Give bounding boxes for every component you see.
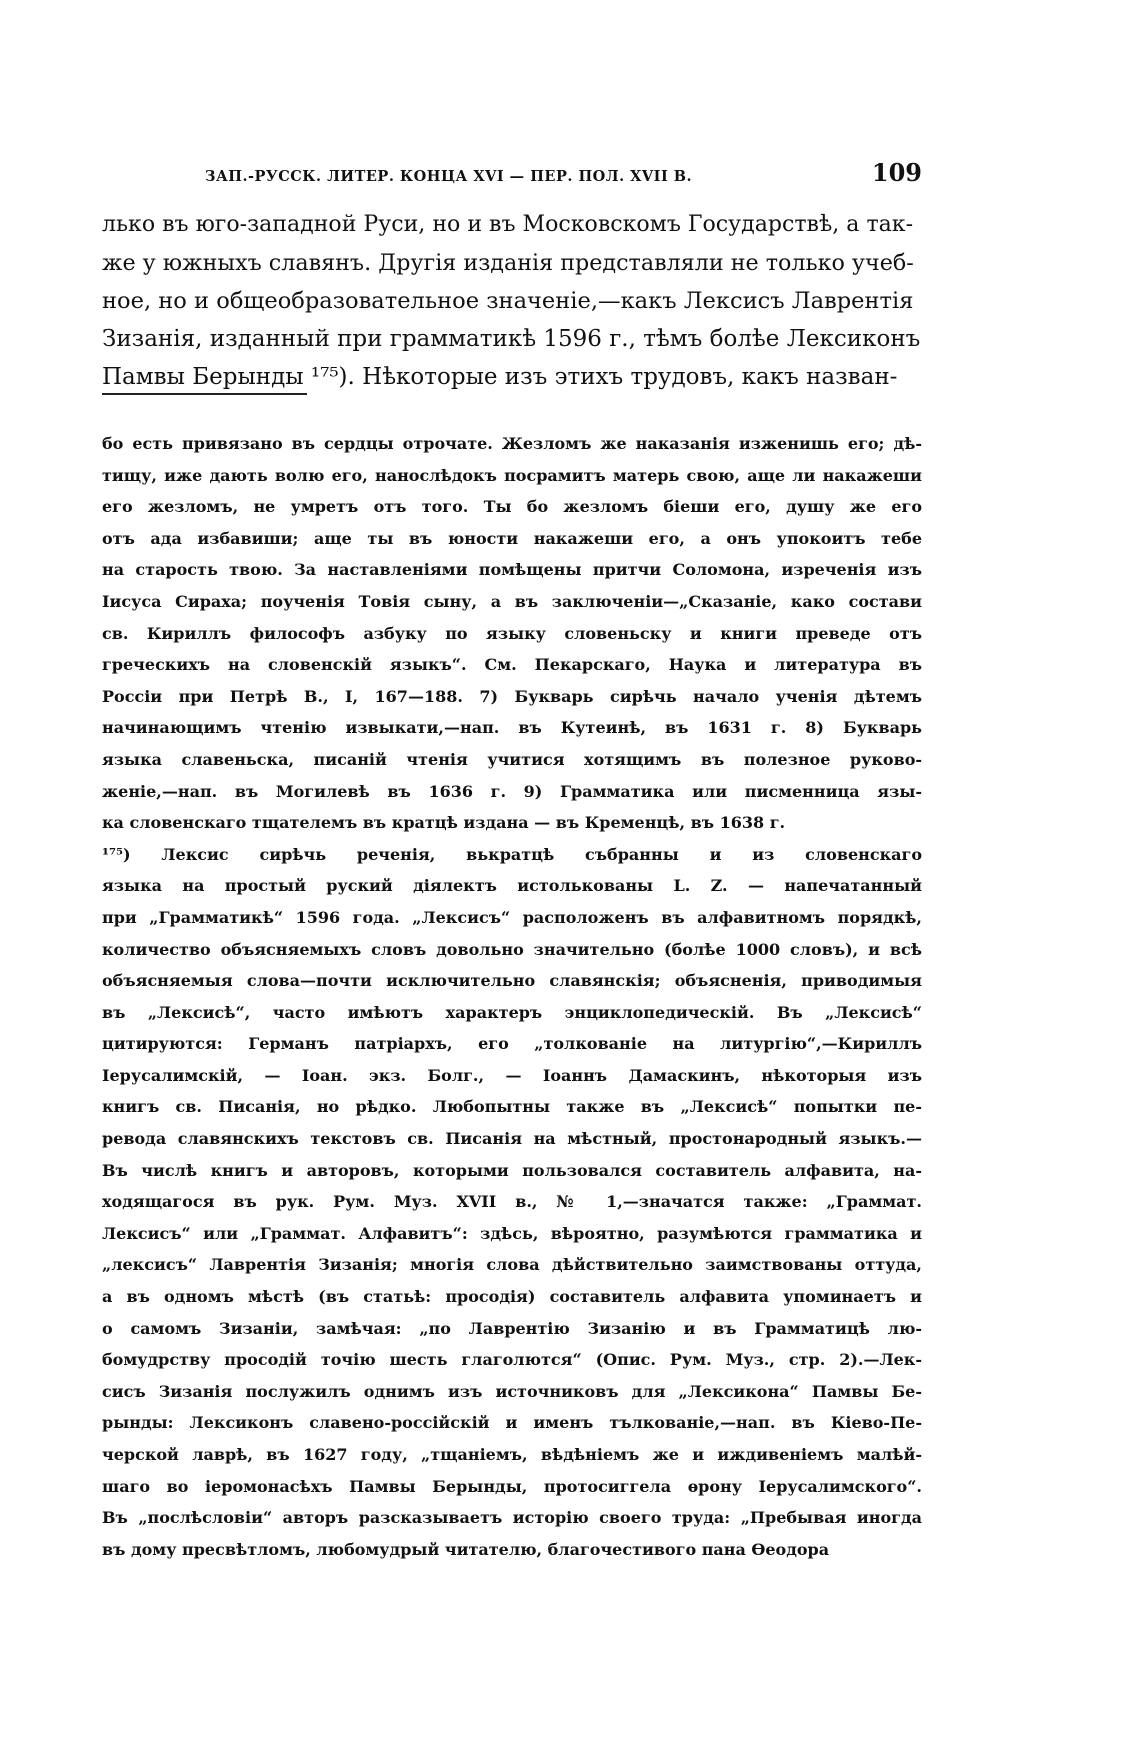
footnote-line: въ „Лексисѣ“, часто имѣютъ характеръ энциклопедическій. Въ „Лексисѣ“ (102, 1002, 922, 1022)
footnote-line: Россіи при Петрѣ В., I, 167—188. 7) Букварь сирѣчь начало ученія дѣтемъ (102, 686, 922, 706)
footnote-line: греческихъ на словенскій языкъ“. См. Пекарскаго, Наука и литература въ (102, 655, 922, 675)
footnote-line: „лексисъ“ Лаврентія Зизанія; многія слова дѣйствительно заимствованы оттуда, (102, 1255, 922, 1275)
footnote-line: Въ числѣ книгъ и авторовъ, которыми пользовался составитель алфавита, на- (102, 1160, 922, 1180)
footnotes (102, 428, 922, 1565)
footnote-line: языка славеньска, писаній чтенія учитися хотящимъ въ полезное руково- (102, 749, 922, 769)
footnote-line: языка на простый руский діялектъ истолькованы L. Z. — напечатанный (102, 876, 922, 896)
running-head: ЗАП.-РУССК. ЛИТЕР. КОНЦА XVI — ПЕР. ПОЛ. XVII В. (205, 168, 693, 185)
footnote-line: ¹⁷⁵) Лексис сирѣчь реченія, вькратцѣ събранны и из словенскаго (102, 844, 922, 864)
page-number: 109 (871, 158, 922, 187)
footnote-line: на старость твою. За наставленіями помѣщены притчи Соломона, изреченія изъ (102, 560, 922, 580)
footnote-line: шаго во іеромонасѣхъ Памвы Берынды, протосиггела ѳрону Іерусалимского“. (102, 1476, 922, 1496)
footnote-line: отъ ада избавиши; аще ты въ юности накажеши его, а онъ упокоитъ тебе (102, 528, 922, 548)
footnote-line: бо есть привязано въ сердцы отрочате. Жезломъ же наказанія изженишь его; дѣ- (102, 434, 922, 453)
main-text-line: лько въ юго-западной Руси, но и въ Московскомъ Государствѣ, а так- (102, 212, 914, 237)
footnote-line: объясняемыя слова—почти исключительно славянскія; объясненія, приводимыя (102, 971, 922, 991)
footnote-line: цитируются: Германъ патріархъ, его „толкованіе на литургію“,—Кириллъ (102, 1034, 922, 1054)
footnote-line: ка словенскаго тщателемъ въ кратцѣ издана — въ Кременцѣ, въ 1638 г. (102, 813, 786, 833)
footnote-line: Лексисъ“ или „Граммат. Алфавитъ“: здѣсь, вѣроятно, разумѣются грамматика и (102, 1223, 922, 1243)
footnote-line: книгъ св. Писанія, но рѣдко. Любопытны также въ „Лексисѣ“ попытки пе- (102, 1097, 922, 1117)
footnote-line: начинающимъ чтенію извыкати,—нап. въ Кутеинѣ, въ 1631 г. 8) Букварь (102, 718, 922, 738)
footnote-line: его жезломъ, не умретъ отъ того. Ты бо жезломъ біеши его, душу же его (102, 497, 922, 517)
footnote-line: ревода славянскихъ текстовъ св. Писанія на мѣстный, простонародный языкъ.— (102, 1129, 922, 1149)
footnote-line: Іисуса Сираха; поученія Товія сыну, а въ заключеніи—„Сказаніе, како состави (102, 591, 922, 611)
footnote-line: при „Грамматикѣ“ 1596 года. „Лексисъ“ расположенъ въ алфавитномъ порядкѣ, (102, 907, 922, 927)
footnote-line: черской лаврѣ, въ 1627 году, „тщаніемъ, вѣдѣніемъ же и иждивеніемъ малѣй- (102, 1445, 922, 1464)
footnote-line: Въ „послѣсловіи“ авторъ разсказываетъ исторію своего труда: „Пребывая иногда (102, 1508, 922, 1528)
page-header (205, 158, 922, 187)
main-text-line: ное, но и общеобразовательное значеніе,—какъ Лексисъ Лаврентія (102, 288, 914, 314)
main-text-line: Памвы Берынды ¹⁷⁵). Нѣкоторые изъ этихъ трудовъ, какъ назван- (102, 364, 898, 390)
footnote-line: Іерусалимскій, — Іоан. экз. Болг., — Іоаннъ Дамаскинъ, нѣкоторыя изъ (102, 1065, 922, 1085)
footnote-line: о самомъ Зизаніи, замѣчая: „по Лаврентію Зизанію и въ Грамматицѣ лю- (102, 1318, 922, 1338)
main-text-line: же у южныхъ славянъ. Другія изданія представляли не только учеб- (102, 250, 914, 276)
footnote-line: количество объясняемыхъ словъ довольно значительно (болѣе 1000 словъ), и всѣ (102, 939, 922, 959)
footnote-separator (102, 393, 307, 395)
footnote-line: женіе,—нап. въ Могилевѣ въ 1636 г. 9) Грамматика или писменница язы- (102, 781, 922, 801)
main-text-line: Зизанія, изданный при грамматикѣ 1596 г., тѣмъ болѣе Лексиконъ (102, 326, 921, 352)
footnote-line: рынды: Лексиконъ славено-россійскій и именъ тълкованіе,—нап. въ Кіево-Пе- (102, 1413, 922, 1433)
footnote-line: бомудрству просодій точію шесть глаголются“ (Опис. Рум. Муз., стр. 2).—Лек- (102, 1350, 922, 1370)
main-text (102, 206, 922, 396)
footnote-line: а въ одномъ мѣстѣ (въ статьѣ: просодія) составитель алфавита упоминаетъ и (102, 1287, 922, 1307)
footnote-line: въ дому пресвѣтломъ, любомудрый читателю, благочестивого пана Ѳеодора (102, 1539, 830, 1559)
footnote-line: сисъ Зизанія послужилъ однимъ изъ источниковъ для „Лексикона“ Памвы Бе- (102, 1381, 922, 1401)
footnote-line: св. Кириллъ философъ азбуку по языку словеньску и книги преведе отъ (102, 623, 922, 643)
footnote-line: ходящагося въ рук. Рум. Муз. XVII в., № 1,—значатся также: „Граммат. (102, 1192, 922, 1212)
footnote-line: тищу, иже дають волю его, нанослѣдокъ посрамитъ матерь свою, аще ли накажеши (102, 465, 922, 485)
